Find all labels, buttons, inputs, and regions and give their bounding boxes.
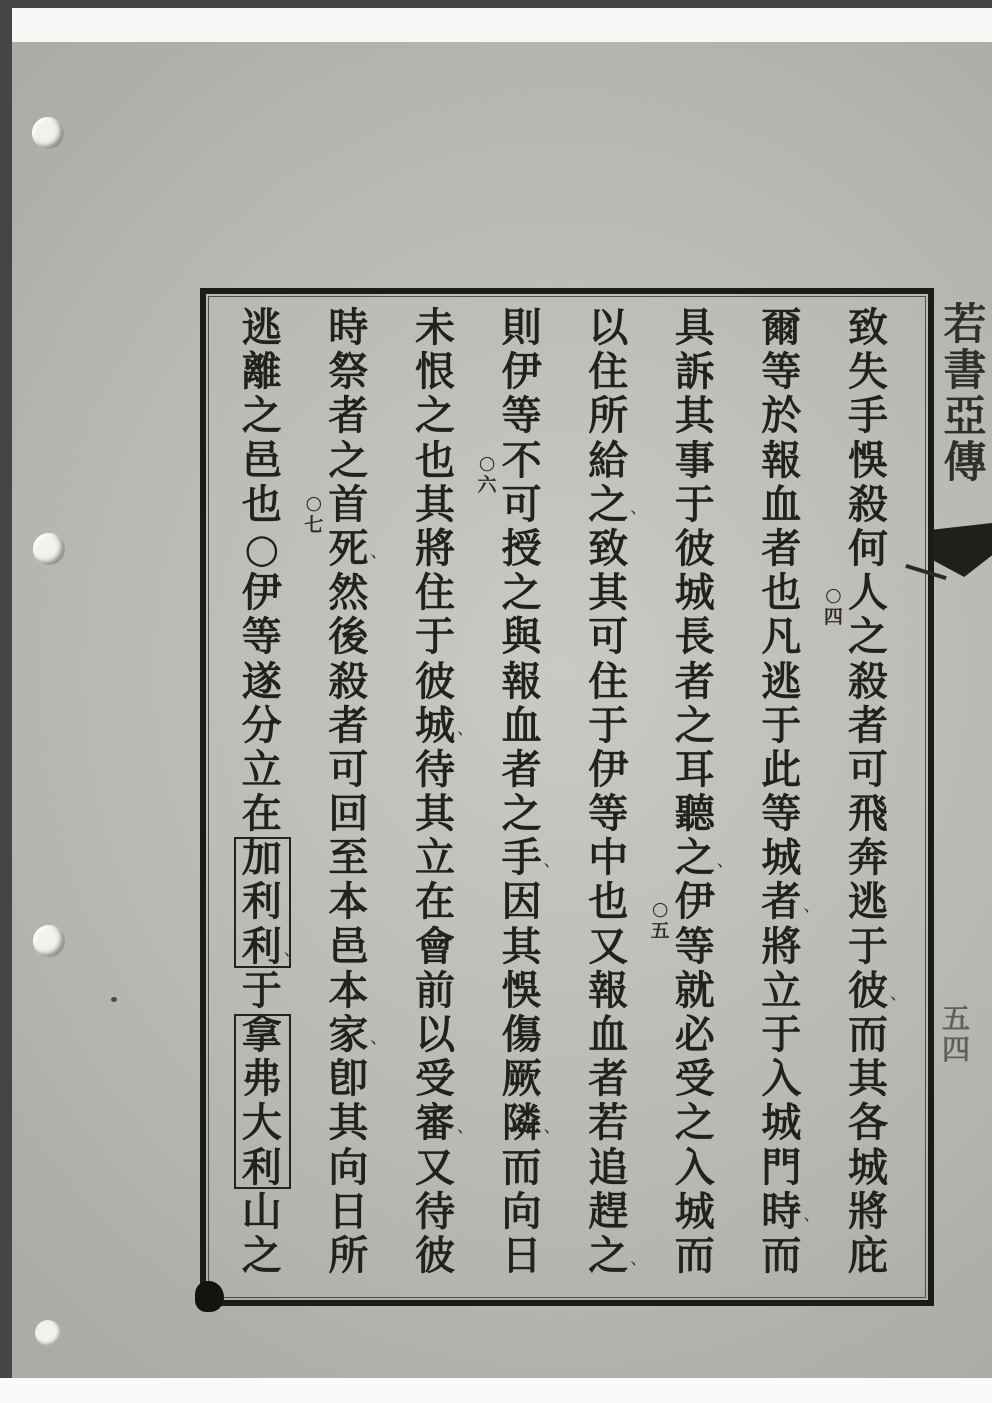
glyph-cell: 等 (674, 922, 715, 970)
glyph-cell: 訴 (674, 348, 715, 396)
glyph-cell: 授 (501, 524, 542, 572)
glyph-cell: 人 (848, 569, 888, 617)
glyph-cell: 其 (328, 1099, 369, 1147)
glyph-cell: 必 (674, 1011, 715, 1058)
glyph-cell: 恨 (415, 348, 455, 396)
glyph-cell: 手 、 (490, 836, 554, 880)
glyph-cell: 于 (761, 1011, 802, 1058)
glyph-cell: 不 (501, 436, 542, 484)
glyph-cell: 等 (588, 790, 629, 838)
glyph-cell: 祭 (328, 348, 369, 396)
verse-number-glyph: 六 (477, 473, 497, 496)
glyph-cell: 之 (848, 613, 888, 661)
glyph-cell: 者 (501, 745, 542, 793)
glyph-cell: 之 (501, 790, 542, 838)
glyph-cell: 其 (415, 480, 455, 528)
glyph-cell: 在 (415, 878, 455, 926)
glyph-cell: 本 (328, 878, 369, 926)
glyph-cell: 等 (241, 613, 282, 661)
glyph-cell: 血 (761, 480, 802, 528)
ink-smudge (195, 1281, 224, 1312)
glyph-cell: 之 (241, 392, 282, 440)
glyph-cell: ○ (244, 524, 280, 572)
glyph-cell: 邑 (328, 922, 369, 970)
pause-mark: 、 (803, 1204, 821, 1225)
verse-number-glyph: 七 (304, 513, 324, 536)
glyph-cell: 伊 (588, 745, 629, 793)
glyph-cell: 所 (328, 1231, 369, 1279)
glyph-cell: 聽 (674, 790, 715, 838)
glyph-cell: 殺 (848, 480, 888, 528)
glyph-cell: 城 (674, 569, 715, 617)
spine-glyph: 傳 (943, 438, 987, 488)
glyph-cell: 卽 (328, 1055, 369, 1103)
glyph-cell: 殺 (848, 657, 888, 705)
glyph-cell: 將 (761, 922, 802, 970)
glyph-cell: 可 (588, 613, 629, 661)
glyph-cell: 失 (848, 348, 888, 396)
glyph-cell: 立 (761, 966, 802, 1014)
glyph-cell: 伊 (674, 878, 715, 926)
glyph-cell: 而 (674, 1231, 715, 1279)
glyph-cell: 者 (588, 1055, 629, 1103)
glyph-cell: 回 (328, 790, 369, 838)
pause-mark: 、 (630, 497, 648, 518)
glyph-cell: 庇 (848, 1231, 888, 1279)
glyph-cell: 凡 (761, 613, 802, 661)
glyph-cell: 彼 (415, 1231, 455, 1279)
glyph-cell: 其 (415, 790, 455, 838)
glyph-cell: 耳 (674, 745, 715, 793)
glyph-cell: 城 、 (403, 704, 467, 748)
glyph-cell: 拿 (241, 1011, 282, 1058)
glyph-cell: 立 (415, 834, 455, 882)
glyph-cell: 之 (415, 392, 455, 440)
glyph-cell: 中 (588, 834, 629, 882)
glyph-cell: 者 (761, 524, 802, 572)
glyph-cell: 利 、 (230, 925, 294, 969)
verse-number-glyph: 五 (650, 920, 670, 943)
glyph-cell: 入 (674, 1143, 715, 1191)
glyph-cell: 受 (674, 1055, 715, 1103)
glyph-cell: 趕 (588, 1187, 629, 1235)
ink-speck (111, 997, 117, 1002)
glyph-cell: 因 (501, 878, 542, 926)
spine-glyph: 亞 (943, 392, 987, 442)
glyph-cell: 奔 (848, 834, 888, 882)
glyph-cell: 隣 、 (490, 1101, 554, 1145)
glyph-cell: 時 、 (749, 1190, 813, 1234)
glyph-cell: 以 (415, 1011, 455, 1058)
glyph-cell: 事 (674, 436, 715, 484)
glyph-cell: 而 (761, 1231, 802, 1279)
verse-number-annotation (648, 898, 672, 942)
glyph-cell: 待 (415, 745, 455, 793)
glyph-cell: 大 (241, 1099, 282, 1147)
glyph-cell: 未 (415, 304, 455, 351)
glyph-cell: 悞 (501, 966, 542, 1014)
glyph-cell: 致 (848, 304, 888, 351)
glyph-cell: 悞 (848, 436, 888, 484)
glyph-cell: 分 (241, 701, 282, 749)
glyph-cell: 手 (848, 392, 888, 440)
glyph-cell: 傷 (501, 1011, 542, 1058)
glyph-cell: 可 (501, 480, 542, 528)
glyph-cell: 入 (761, 1055, 802, 1103)
verse-number-glyph: ○ (478, 451, 496, 474)
glyph-cell: 于 (241, 966, 282, 1014)
glyph-cell: 報 (501, 657, 542, 705)
glyph-cell: 日 (328, 1187, 369, 1235)
glyph-cell: 後 (328, 613, 369, 661)
glyph-cell: 前 (415, 966, 455, 1014)
pause-mark: 、 (803, 895, 821, 916)
glyph-cell: 飛 (848, 790, 888, 838)
glyph-cell: 之 (674, 1099, 715, 1147)
glyph-cell: 之 (241, 1231, 282, 1279)
glyph-cell: 致 (588, 524, 629, 572)
glyph-cell: 首 (328, 480, 369, 528)
glyph-cell: 住 (415, 569, 455, 617)
glyph-cell: 逃 (241, 304, 282, 351)
glyph-cell: 若 (588, 1099, 629, 1147)
glyph-cell: 具 (674, 304, 715, 351)
glyph-cell: 利 (241, 878, 282, 926)
glyph-cell: 家 、 (316, 1013, 380, 1057)
pause-mark: 、 (543, 851, 561, 872)
glyph-cell: 住 (588, 348, 629, 396)
glyph-cell: 受 (415, 1055, 455, 1103)
glyph-cell: 本 (328, 966, 369, 1014)
glyph-cell: 各 (848, 1099, 888, 1147)
glyph-cell: 將 (415, 524, 455, 572)
pause-mark: 、 (457, 718, 474, 739)
glyph-cell: 會 (415, 922, 455, 970)
pause-mark: 、 (370, 542, 388, 563)
glyph-cell: 遂 (241, 657, 282, 705)
pause-mark: 、 (890, 984, 907, 1004)
glyph-cell: 于 (848, 922, 888, 970)
glyph-cell: 血 (501, 701, 542, 749)
glyph-cell: 爾 (761, 304, 802, 351)
glyph-cell: 之 (674, 701, 715, 749)
glyph-cell: 者 (328, 392, 369, 440)
glyph-cell: 長 (674, 613, 715, 661)
pause-mark: 、 (457, 1116, 474, 1137)
glyph-cell: 然 (328, 569, 369, 617)
glyph-cell: 時 (328, 304, 369, 351)
glyph-cell: 也 (588, 878, 629, 926)
glyph-cell: 其 (674, 392, 715, 440)
glyph-cell: 其 (501, 922, 542, 970)
verse-number-glyph: 四 (823, 606, 843, 629)
glyph-cell: 可 (848, 745, 888, 793)
glyph-cell: 加 (241, 834, 282, 882)
glyph-cell: 彼 (674, 524, 715, 572)
glyph-cell: 將 (848, 1187, 888, 1235)
glyph-cell: 之 (501, 569, 542, 617)
glyph-cell: 待 (415, 1187, 455, 1235)
glyph-cell: 于 (588, 701, 629, 749)
glyph-cell: 等 (761, 348, 802, 396)
glyph-cell: 又 (588, 922, 629, 970)
glyph-cell: 伊 (501, 348, 542, 396)
glyph-cell: 向 (501, 1187, 542, 1235)
glyph-cell: 于 (761, 701, 802, 749)
glyph-cell: 又 (415, 1143, 455, 1191)
glyph-cell: 城 (761, 1099, 802, 1147)
glyph-cell: 而 (501, 1143, 542, 1191)
pause-mark: 、 (543, 1116, 561, 1137)
glyph-cell: 殺 (328, 657, 369, 705)
glyph-cell: 逃 (761, 657, 802, 705)
spine-glyph: 四 (941, 1033, 970, 1066)
glyph-cell: 等 (501, 392, 542, 440)
glyph-cell: 于 (415, 613, 455, 661)
glyph-cell: 而 (848, 1011, 888, 1058)
glyph-cell: 者 (848, 701, 888, 749)
glyph-cell: 城 (848, 1143, 888, 1191)
glyph-cell: 就 (674, 966, 715, 1014)
pause-mark: 、 (283, 939, 301, 960)
verse-number-annotation (302, 492, 326, 536)
pause-mark: 、 (716, 851, 734, 872)
spine-glyph: 五 (941, 1002, 970, 1035)
glyph-cell: 門 (761, 1143, 802, 1191)
glyph-cell: 邑 (241, 436, 282, 484)
spine-running-title (938, 300, 992, 488)
glyph-cell: 何 (848, 524, 888, 572)
glyph-cell: 山 (241, 1187, 282, 1235)
glyph-cell: 城 (674, 1187, 715, 1235)
glyph-cell: 報 (761, 436, 802, 484)
glyph-cell: 也 (761, 569, 802, 617)
glyph-cell: 于 (674, 480, 715, 528)
glyph-cell: 彼 (415, 657, 455, 705)
spine-page-number (940, 1004, 972, 1066)
glyph-cell: 與 (501, 613, 542, 661)
spine-glyph: 書 (943, 346, 987, 396)
glyph-cell: 血 (588, 1011, 629, 1058)
glyph-cell: 死 、 (316, 527, 380, 571)
glyph-cell: 城 (761, 834, 802, 882)
glyph-cell: 所 (588, 392, 629, 440)
verse-number-annotation (475, 452, 499, 496)
verse-number-annotation (821, 584, 845, 628)
glyph-cell: 利 (241, 1143, 282, 1191)
glyph-cell: 離 (241, 348, 282, 396)
glyph-cell: 彼 、 (836, 969, 900, 1013)
glyph-cell: 也 (241, 480, 282, 528)
glyph-cell: 在 (241, 790, 282, 838)
glyph-cell: 之 、 (576, 1234, 640, 1278)
glyph-cell: 之 、 (663, 836, 727, 880)
glyph-cell: 可 (328, 745, 369, 793)
glyph-cell: 向 (328, 1143, 369, 1191)
glyph-cell: 至 (328, 834, 369, 882)
glyph-cell: 者 (328, 701, 369, 749)
glyph-cell: 等 (761, 790, 802, 838)
glyph-cell: 則 (501, 304, 542, 351)
glyph-cell: 以 (588, 304, 629, 351)
glyph-cell: 者 、 (749, 880, 813, 924)
glyph-cell: 之 (328, 436, 369, 484)
glyph-cell: 伊 (241, 569, 282, 617)
glyph-cell: 者 (674, 657, 715, 705)
spine-glyph: 若 (943, 300, 987, 350)
verse-number-glyph: ○ (651, 898, 669, 921)
glyph-cell: 給 (588, 436, 629, 484)
glyph-cell: 此 (761, 745, 802, 793)
pause-mark: 、 (630, 1249, 648, 1270)
glyph-cell: 厥 (501, 1055, 542, 1103)
verse-number-glyph: ○ (305, 491, 323, 514)
glyph-cell: 審 、 (403, 1101, 467, 1145)
glyph-cell: 住 (588, 657, 629, 705)
glyph-cell: 其 (588, 569, 629, 617)
glyph-cell: 逃 (848, 878, 888, 926)
glyph-cell: 日 (501, 1231, 542, 1279)
glyph-cell: 報 (588, 966, 629, 1014)
glyph-cell: 也 (415, 436, 455, 484)
pause-mark: 、 (370, 1028, 388, 1049)
glyph-cell: 立 (241, 745, 282, 793)
glyph-cell: 追 (588, 1143, 629, 1191)
glyph-cell: 弗 (241, 1055, 282, 1103)
glyph-cell: 於 (761, 392, 802, 440)
glyph-cell: 之 、 (576, 483, 640, 527)
verse-number-glyph: ○ (825, 584, 842, 607)
glyph-cell: 其 (848, 1055, 888, 1103)
